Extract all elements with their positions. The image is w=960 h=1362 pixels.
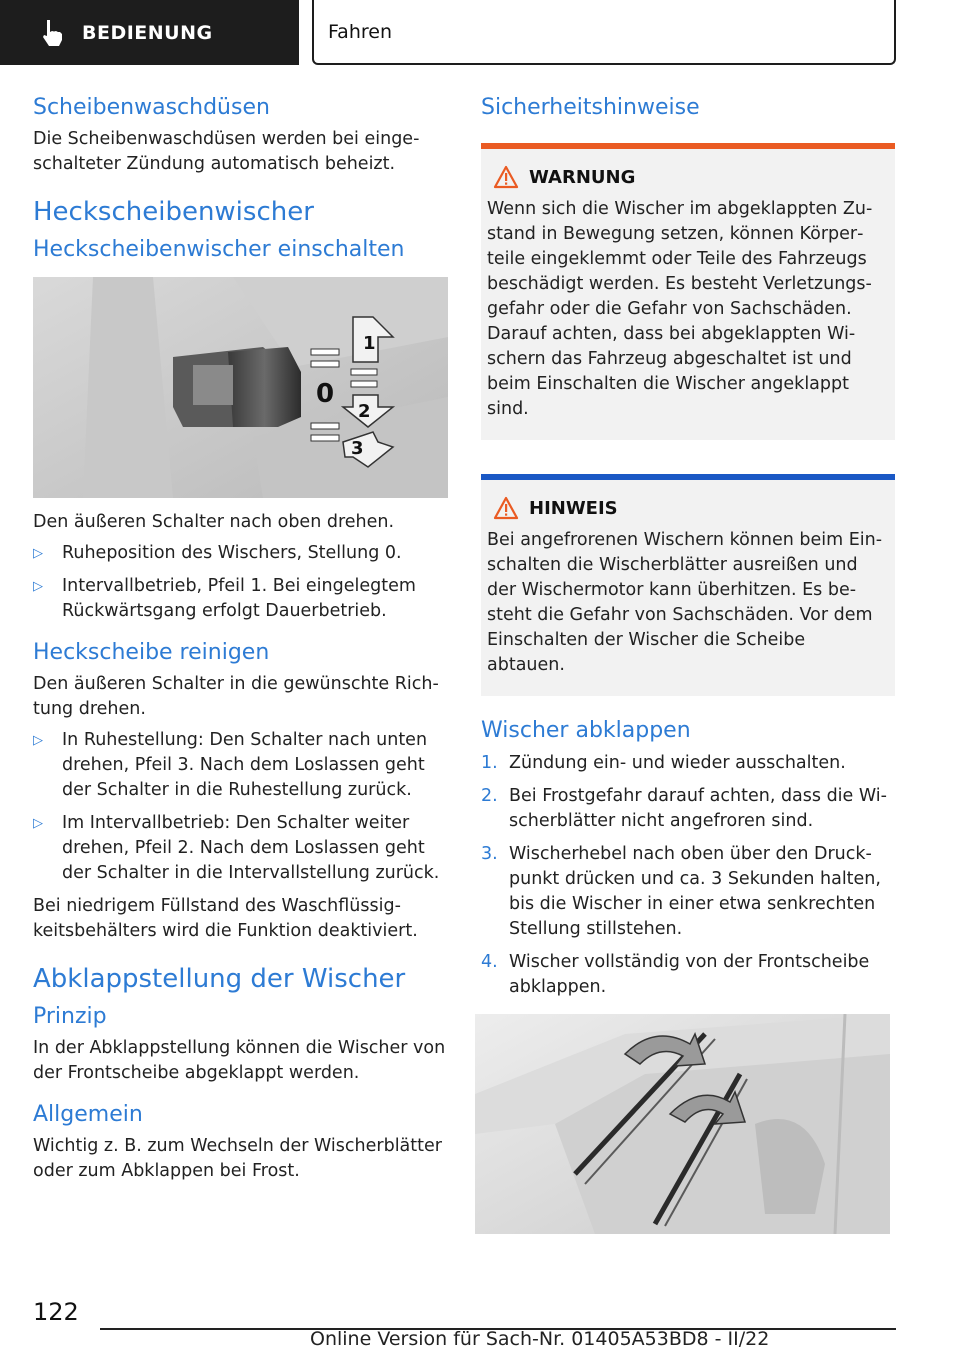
- list-item: ▷ Intervallbetrieb, Pfeil 1. Bei eingelegtem Rückwärtsgang erfolgt Dauerbetrieb.: [33, 574, 448, 624]
- chapter-label: Fahren: [328, 20, 392, 43]
- hint-text: Bei angefrorenen Wischern können beim Einschalten die Wischerblätter ausreißen und der Wischermotor kann überhitzen. Es besteht die Gefahr von Sachschäden. Vor dem Einschalten der Wischer die Scheibe abtauen.: [487, 530, 883, 676]
- warning-text: Wenn sich die Wischer im abgeklappten Zustand in Bewegung setzen, können Körperteile eingeklemmt oder Teile des Fahrzeugs beschädigt werden. Es besteht Verletzungsgefahr oder die Gefahr von Sachschäden. Darauf achten, dass bei abgeklappten Wischern das Fahrzeug abgeschaltet ist und beim Einschalten die Wischer angeklappt sind.: [487, 199, 873, 420]
- paragraph-nozzles: Die Scheibenwaschdüsen werden bei eingeschalteter Zündung automatisch beheizt.: [33, 129, 420, 175]
- windshield-wipers-figure: [475, 1014, 890, 1234]
- page-footer: [0, 1290, 960, 1362]
- paragraph-general: Wichtig z. B. zum Wechseln der Wischerblätter oder zum Abklappen bei Frost.: [33, 1136, 442, 1182]
- heading-safety: Sicherheitshinweise: [481, 95, 700, 120]
- heading-clean-rear: Heckscheibe reinigen: [33, 639, 270, 665]
- online-version-text: Online Version für Sach-Nr. 01405A53BD8 - II/22: [310, 1328, 770, 1350]
- chapter-tab: [312, 0, 896, 65]
- right-column: [481, 95, 895, 1234]
- heading-general: Allgemein: [33, 1101, 143, 1127]
- step-item: 4. Wischer vollständig von der Frontscheibe abklappen.: [481, 951, 870, 997]
- heading-fold-wipers: Wischer abklappen: [481, 718, 691, 744]
- heading-rear-wiper: Heckscheibenwischer: [33, 197, 314, 228]
- wiper-illustration: [475, 1014, 890, 1234]
- steps-fold-wipers: [481, 751, 895, 1000]
- step-item: 1. Zündung ein- und wieder ausschalten.: [481, 752, 846, 773]
- paragraph-low-fluid: Bei niedrigem Füllstand des Waschflüssigkeitsbehälters wird die Funktion deaktiviert.: [33, 896, 418, 942]
- paragraph-principle: In der Abklappstellung können die Wischer von der Frontscheibe abgeklappt werden.: [33, 1037, 446, 1083]
- section-label: BEDIENUNG: [82, 21, 213, 44]
- paragraph-clean-rear: Den äußeren Schalter in die gewünschte Richtung drehen.: [33, 674, 439, 720]
- list-item: ▷ In Ruhestellung: Den Schalter nach unten drehen, Pfeil 3. Nach dem Loslassen geht der Schalter in die Ruhestellung zurück.: [33, 728, 448, 803]
- switch-illustration: [33, 277, 448, 498]
- warning-title: WARNUNG: [529, 166, 636, 188]
- rear-wiper-switch-figure: [33, 277, 448, 498]
- step-item: 3. Wischerhebel nach oben über den Druckpunkt drücken und ca. 3 Sekunden halten, bis die Wischer in einer etwa senkrechten Stellung stillstehen.: [481, 843, 881, 939]
- step-item: 2. Bei Frostgefahr darauf achten, dass die Wischerblätter nicht angefroren sind.: [481, 785, 887, 831]
- list-rear-wiper-on: [33, 541, 448, 624]
- switch-label-1: 1: [363, 332, 376, 354]
- heading-rear-wiper-on: Heckscheibenwischer einschalten: [33, 236, 405, 262]
- hand-pointer-icon: [40, 18, 66, 48]
- hint-title: HINWEIS: [529, 497, 618, 519]
- warning-triangle-icon: [493, 496, 519, 520]
- list-clean-rear: [33, 728, 448, 886]
- switch-label-0: 0: [316, 378, 335, 409]
- section-tab: [0, 0, 299, 65]
- warning-box: [481, 143, 895, 440]
- left-column: [33, 95, 448, 1184]
- heading-fold-position: Abklappstellung der Wischer: [33, 964, 406, 995]
- page-number: 122: [33, 1298, 79, 1326]
- heading-principle: Prinzip: [33, 1003, 107, 1029]
- list-item: ▷ Ruheposition des Wischers, Stellung 0.: [33, 541, 448, 566]
- list-item: ▷ Im Intervallbetrieb: Den Schalter weiter drehen, Pfeil 2. Nach dem Loslassen geht der Schalter in die Intervallstellung zurück.: [33, 811, 448, 886]
- heading-washer-nozzles: Scheibenwaschdüsen: [33, 95, 270, 120]
- paragraph-turn-up: Den äußeren Schalter nach oben drehen.: [33, 511, 395, 532]
- switch-label-2: 2: [358, 400, 371, 422]
- warning-triangle-icon: [493, 165, 519, 189]
- hint-box: [481, 474, 895, 696]
- switch-label-3: 3: [351, 437, 364, 459]
